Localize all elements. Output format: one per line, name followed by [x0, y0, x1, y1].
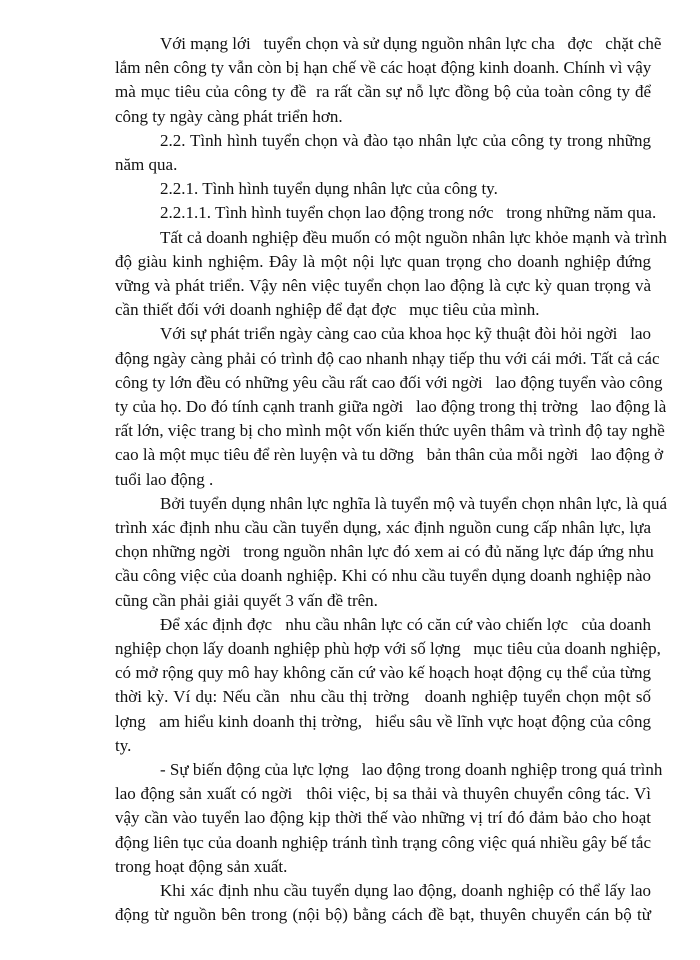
text-line: cũng cần phải giải quyết 3 vấn đề trên. — [115, 590, 378, 610]
text-line: chọn những ngời trong nguồn nhân lực đó xem ai có đủ năng lực đáp ứng nhu — [115, 542, 654, 562]
text-line: động ngày càng phải có trình độ cao nhanh nhạy tiếp thu với cái mới. Tất cả các — [115, 348, 660, 368]
text-line: Để xác định đợc nhu cầu nhân lực có căn cứ vào chiến lợc của doanh — [160, 614, 651, 634]
text-line: ty. — [115, 735, 132, 755]
text-line: trình xác định nhu cầu cần tuyển dụng, xác định nguồn cung cấp nhân lực, lựa — [115, 518, 651, 537]
text-line: lao động sản xuất có ngời thôi việc, bị sa thải và thuyên chuyển công tác. Vì — [115, 784, 651, 804]
text-line: lắm nên công ty vẫn còn bị hạn chế về các hoạt động kinh doanh. Chính vì vậy — [115, 58, 652, 78]
text-line: công ty lớn đều có những yêu cầu rất cao đối với ngời lao động tuyển vào công — [115, 372, 663, 392]
text-line: Tất cả doanh nghiệp đều muốn có một nguồn nhân lực khỏe mạnh và trình — [160, 227, 667, 247]
text-line: rất lớn, việc trang bị cho mình một vốn kiến thức uyên thâm và trình độ tay nghề — [115, 421, 665, 441]
section-heading: 2.2. Tình hình tuyển chọn và đào tạo nhân lực của công ty trong những — [160, 130, 651, 150]
text-line: nghiệp chọn lấy doanh nghiệp phù hợp với số lợng mục tiêu của doanh nghiệp, — [115, 639, 661, 658]
text-line: độ giàu kinh nghiệm. Đây là một nội lực quan trọng cho doanh nghiệp đứng — [115, 251, 651, 271]
text-line: Với sự phát triển ngày càng cao của khoa học kỹ thuật đòi hỏi ngời lao — [160, 324, 651, 344]
text-line: Khi xác định nhu cầu tuyển dụng lao động, doanh nghiệp có thể lấy lao — [160, 881, 651, 900]
subsection-heading: 2.2.1.1. Tình hình tuyển chọn lao động trong nớc trong những năm qua. — [160, 203, 657, 223]
text-line: cao là một mục tiêu để rèn luyện và tu dỡng bản thân của mỗi ngời lao động ở — [115, 445, 664, 465]
text-line: động liên tục của doanh nghiệp tránh tình trạng công việc quá nhiều gây bế tắc — [115, 832, 651, 852]
text-line: vững và phát triển. Vậy nên việc tuyển chọn lao động là cực kỳ quan trọng và — [115, 276, 651, 295]
text-line: Với mạng lới tuyển chọn và sử dụng nguồn nhân lực cha đợc chặt chẽ — [160, 34, 662, 53]
text-line: Bởi tuyển dụng nhân lực nghĩa là tuyển mộ và tuyển chọn nhân lực, là quá — [160, 493, 668, 513]
text-line: vậy cần vào tuyển lao động kịp thời thế vào những vị trí đó đảm bảo cho hoạt — [115, 808, 651, 828]
section-heading: năm qua. — [115, 155, 178, 174]
text-line: động từ nguồn bên trong (nội bộ) bằng cách đề bạt, thuyên chuyển cán bộ từ — [115, 905, 651, 925]
subsection-heading: 2.2.1. Tình hình tuyển dụng nhân lực của công ty. — [160, 179, 498, 199]
text-line: - Sự biến động của lực lợng lao động trong doanh nghiệp trong quá trình — [160, 760, 663, 779]
text-line: có mở rộng quy mô hay không căn cứ vào kế hoạch hoạt động cụ thể của từng — [115, 663, 651, 683]
text-line: lợng am hiểu kinh doanh thị trờng, hiểu sâu về lĩnh vực hoạt động của công — [115, 711, 651, 731]
text-line: cầu công việc của doanh nghiệp. Khi có nhu cầu tuyển dụng doanh nghiệp nào — [115, 566, 651, 586]
text-line: trong hoạt động sản xuất. — [115, 856, 288, 876]
text-line: thời kỳ. Ví dụ: Nếu cần nhu cầu thị trờng doanh nghiệp tuyển chọn một số — [115, 687, 651, 707]
text-line: tuổi lao động . — [115, 469, 214, 489]
text-line: công ty ngày càng phát triển hơn. — [115, 106, 343, 126]
text-line: cần thiết đối với doanh nghiệp để đạt đợc mục tiêu của mình. — [115, 300, 540, 320]
text-line: mà mục tiêu của công ty đề ra rất cần sự nỗ lực đồng bộ của toàn công ty để — [115, 82, 651, 102]
text-line: ty của họ. Do đó tính cạnh tranh giữa ngời lao động trong thị trờng lao động là — [115, 397, 667, 416]
